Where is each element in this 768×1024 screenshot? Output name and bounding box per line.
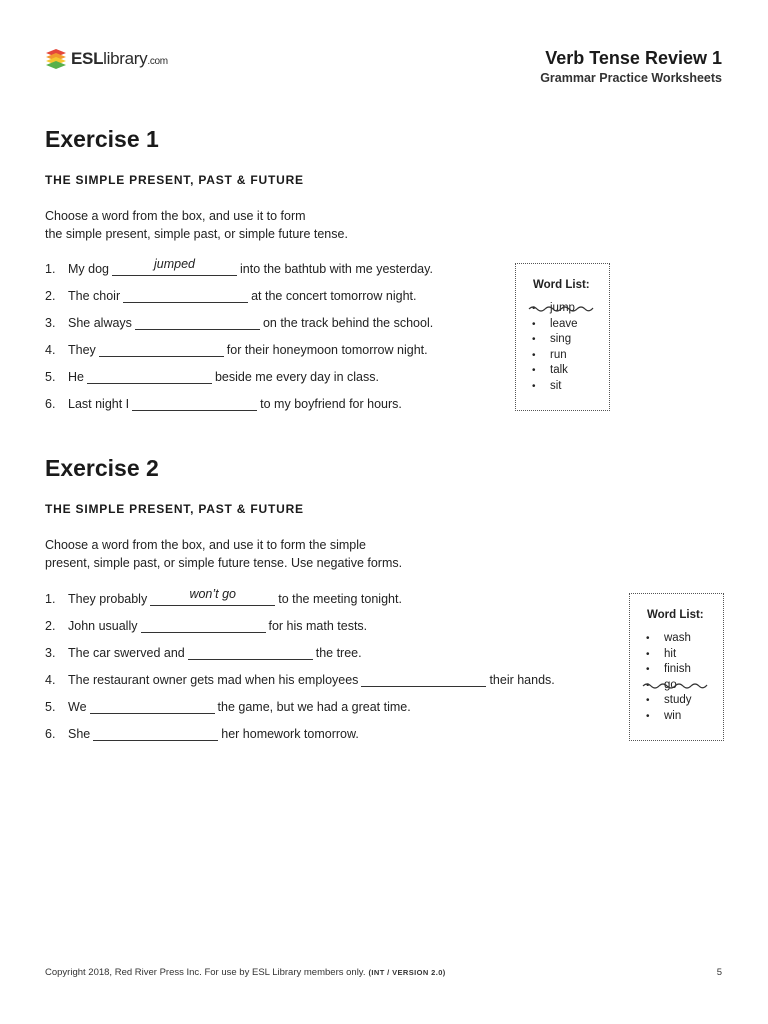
bullet: •	[532, 349, 536, 361]
word-list-item	[646, 647, 723, 663]
question-text-after: the tree.	[315, 646, 362, 660]
bullet: •	[532, 334, 536, 345]
word: go	[664, 678, 677, 691]
page-number: 5	[716, 967, 722, 978]
question-text-before: The car swerved and	[68, 646, 185, 660]
question-text-after: to the meeting tonight.	[278, 592, 402, 606]
bullet: •	[532, 303, 536, 314]
question-text-before: John usually	[68, 619, 138, 633]
question-text-before: She always	[68, 316, 132, 330]
question-item	[45, 276, 433, 303]
bullet: •	[532, 318, 536, 330]
word: talk	[550, 364, 568, 376]
question-text-before: The choir	[68, 289, 121, 303]
word-list-title: Word List:	[533, 279, 590, 291]
logo-wordmark: ESLlibrary.com	[71, 49, 168, 68]
question-number: 5.	[45, 700, 56, 714]
question-number: 1.	[45, 592, 56, 606]
question-number: 4.	[45, 673, 56, 687]
book-stack-icon	[44, 47, 68, 71]
question-text-after: their hands.	[489, 673, 555, 687]
word: sing	[550, 333, 572, 345]
word: hit	[664, 647, 677, 660]
question-text-after: for their honeymoon tomorrow night.	[226, 343, 428, 357]
question-number: 2.	[45, 289, 56, 303]
question-item	[45, 633, 555, 660]
bullet: •	[532, 380, 536, 392]
word: win	[664, 709, 682, 722]
word: sit	[550, 379, 562, 392]
instruction-line: Choose a word from the box, and use it to form the simple	[45, 538, 366, 552]
word: study	[664, 694, 692, 706]
exercise-1-title: Exercise 1	[45, 126, 159, 152]
document-subtitle: Grammar Practice Worksheets	[540, 71, 722, 85]
word-list-item	[532, 379, 609, 395]
answer-blank[interactable]	[93, 725, 218, 741]
question-number: 4.	[45, 343, 56, 357]
word-list-item	[532, 317, 609, 333]
question-text-after: beside me every day in class.	[214, 370, 379, 384]
exercise-1-questions	[45, 249, 433, 411]
question-item	[45, 687, 555, 714]
answer-blank[interactable]	[188, 644, 313, 660]
exercise-1-subtitle: THE SIMPLE PRESENT, PAST & FUTURE	[45, 173, 304, 187]
footer-copyright: Copyright 2018, Red River Press Inc. For use by ESL Library members only. (INT / VERSION 2.0)	[45, 967, 446, 978]
word-list-title: Word List:	[647, 609, 704, 621]
question-item	[45, 660, 555, 687]
question-text-after: on the track behind the school.	[262, 316, 434, 330]
bullet: •	[646, 633, 650, 644]
answer-blank[interactable]	[132, 395, 257, 411]
answer-blank[interactable]	[150, 587, 275, 606]
instruction-line: the simple present, simple past, or simple future tense.	[45, 227, 348, 241]
question-item	[45, 714, 555, 741]
question-text-after: into the bathtub with me yesterday.	[240, 262, 433, 276]
bullet: •	[646, 710, 650, 722]
answer-text: won’t go	[189, 587, 236, 601]
answer-blank[interactable]	[99, 341, 224, 357]
question-item	[45, 249, 433, 276]
question-text-after: her homework tomorrow.	[221, 727, 359, 741]
question-item	[45, 303, 433, 330]
question-text-before: They	[68, 343, 96, 357]
exercise-2-instructions	[45, 536, 402, 572]
answer-blank[interactable]	[361, 671, 486, 687]
question-text-after: at the concert tomorrow night.	[251, 289, 417, 303]
answer-blank[interactable]	[141, 617, 266, 633]
word-list	[516, 301, 609, 394]
question-text-before: My dog	[68, 262, 109, 276]
word-list-item	[646, 662, 723, 678]
bullet: •	[646, 679, 650, 691]
word: wash	[664, 632, 691, 644]
word: finish	[664, 663, 691, 675]
question-number: 1.	[45, 262, 56, 276]
question-item	[45, 579, 555, 606]
word: run	[550, 348, 567, 361]
exercise-2-subtitle: THE SIMPLE PRESENT, PAST & FUTURE	[45, 502, 304, 516]
exercise-2-questions	[45, 579, 555, 741]
instruction-line: present, simple past, or simple future tense. Use negative forms.	[45, 556, 403, 570]
document-title: Verb Tense Review 1	[545, 48, 722, 68]
exercise-1-word-list-box	[515, 263, 610, 411]
version-label: (INT / VERSION 2.0)	[368, 968, 446, 977]
bullet: •	[646, 648, 650, 660]
exercise-1-instructions	[45, 207, 348, 243]
word-list-item	[646, 709, 723, 725]
word-list-item	[532, 348, 609, 364]
bullet: •	[646, 664, 650, 675]
word-list-item	[646, 693, 723, 709]
question-text-before: They probably	[68, 592, 148, 606]
exercise-2-word-list-box	[629, 593, 724, 741]
question-item	[45, 330, 433, 357]
bullet: •	[646, 695, 650, 706]
question-text-after: to my boyfriend for hours.	[260, 397, 402, 411]
bullet: •	[532, 365, 536, 376]
word-list-item	[532, 363, 609, 379]
instruction-line: Choose a word from the box, and use it to form	[45, 209, 306, 223]
word-list	[630, 631, 723, 724]
question-number: 6.	[45, 727, 56, 741]
question-number: 5.	[45, 370, 56, 384]
answer-blank[interactable]	[112, 257, 237, 276]
answer-blank[interactable]	[135, 314, 260, 330]
question-number: 3.	[45, 646, 56, 660]
exercise-2-title: Exercise 2	[45, 455, 159, 481]
question-text-after: for his math tests.	[268, 619, 368, 633]
question-item	[45, 606, 555, 633]
word: leave	[550, 317, 578, 330]
question-text-before: Last night I	[68, 397, 130, 411]
question-text-after: the game, but we had a great time.	[217, 700, 411, 714]
word: jump	[550, 302, 575, 314]
answer-blank[interactable]	[123, 287, 248, 303]
word-list-item	[532, 332, 609, 348]
word-list-item	[532, 301, 609, 317]
esl-library-logo	[44, 45, 168, 73]
question-text-before: The restaurant owner gets mad when his employees	[68, 673, 359, 687]
word-list-item	[646, 631, 723, 647]
question-number: 2.	[45, 619, 56, 633]
question-text-before: She	[68, 727, 91, 741]
answer-text: jumped	[154, 257, 195, 271]
answer-blank[interactable]	[90, 698, 215, 714]
question-text-before: He	[68, 370, 84, 384]
question-number: 3.	[45, 316, 56, 330]
question-text-before: We	[68, 700, 87, 714]
question-number: 6.	[45, 397, 56, 411]
question-item	[45, 384, 433, 411]
answer-blank[interactable]	[87, 368, 212, 384]
word-list-item	[646, 678, 723, 694]
question-item	[45, 357, 433, 384]
